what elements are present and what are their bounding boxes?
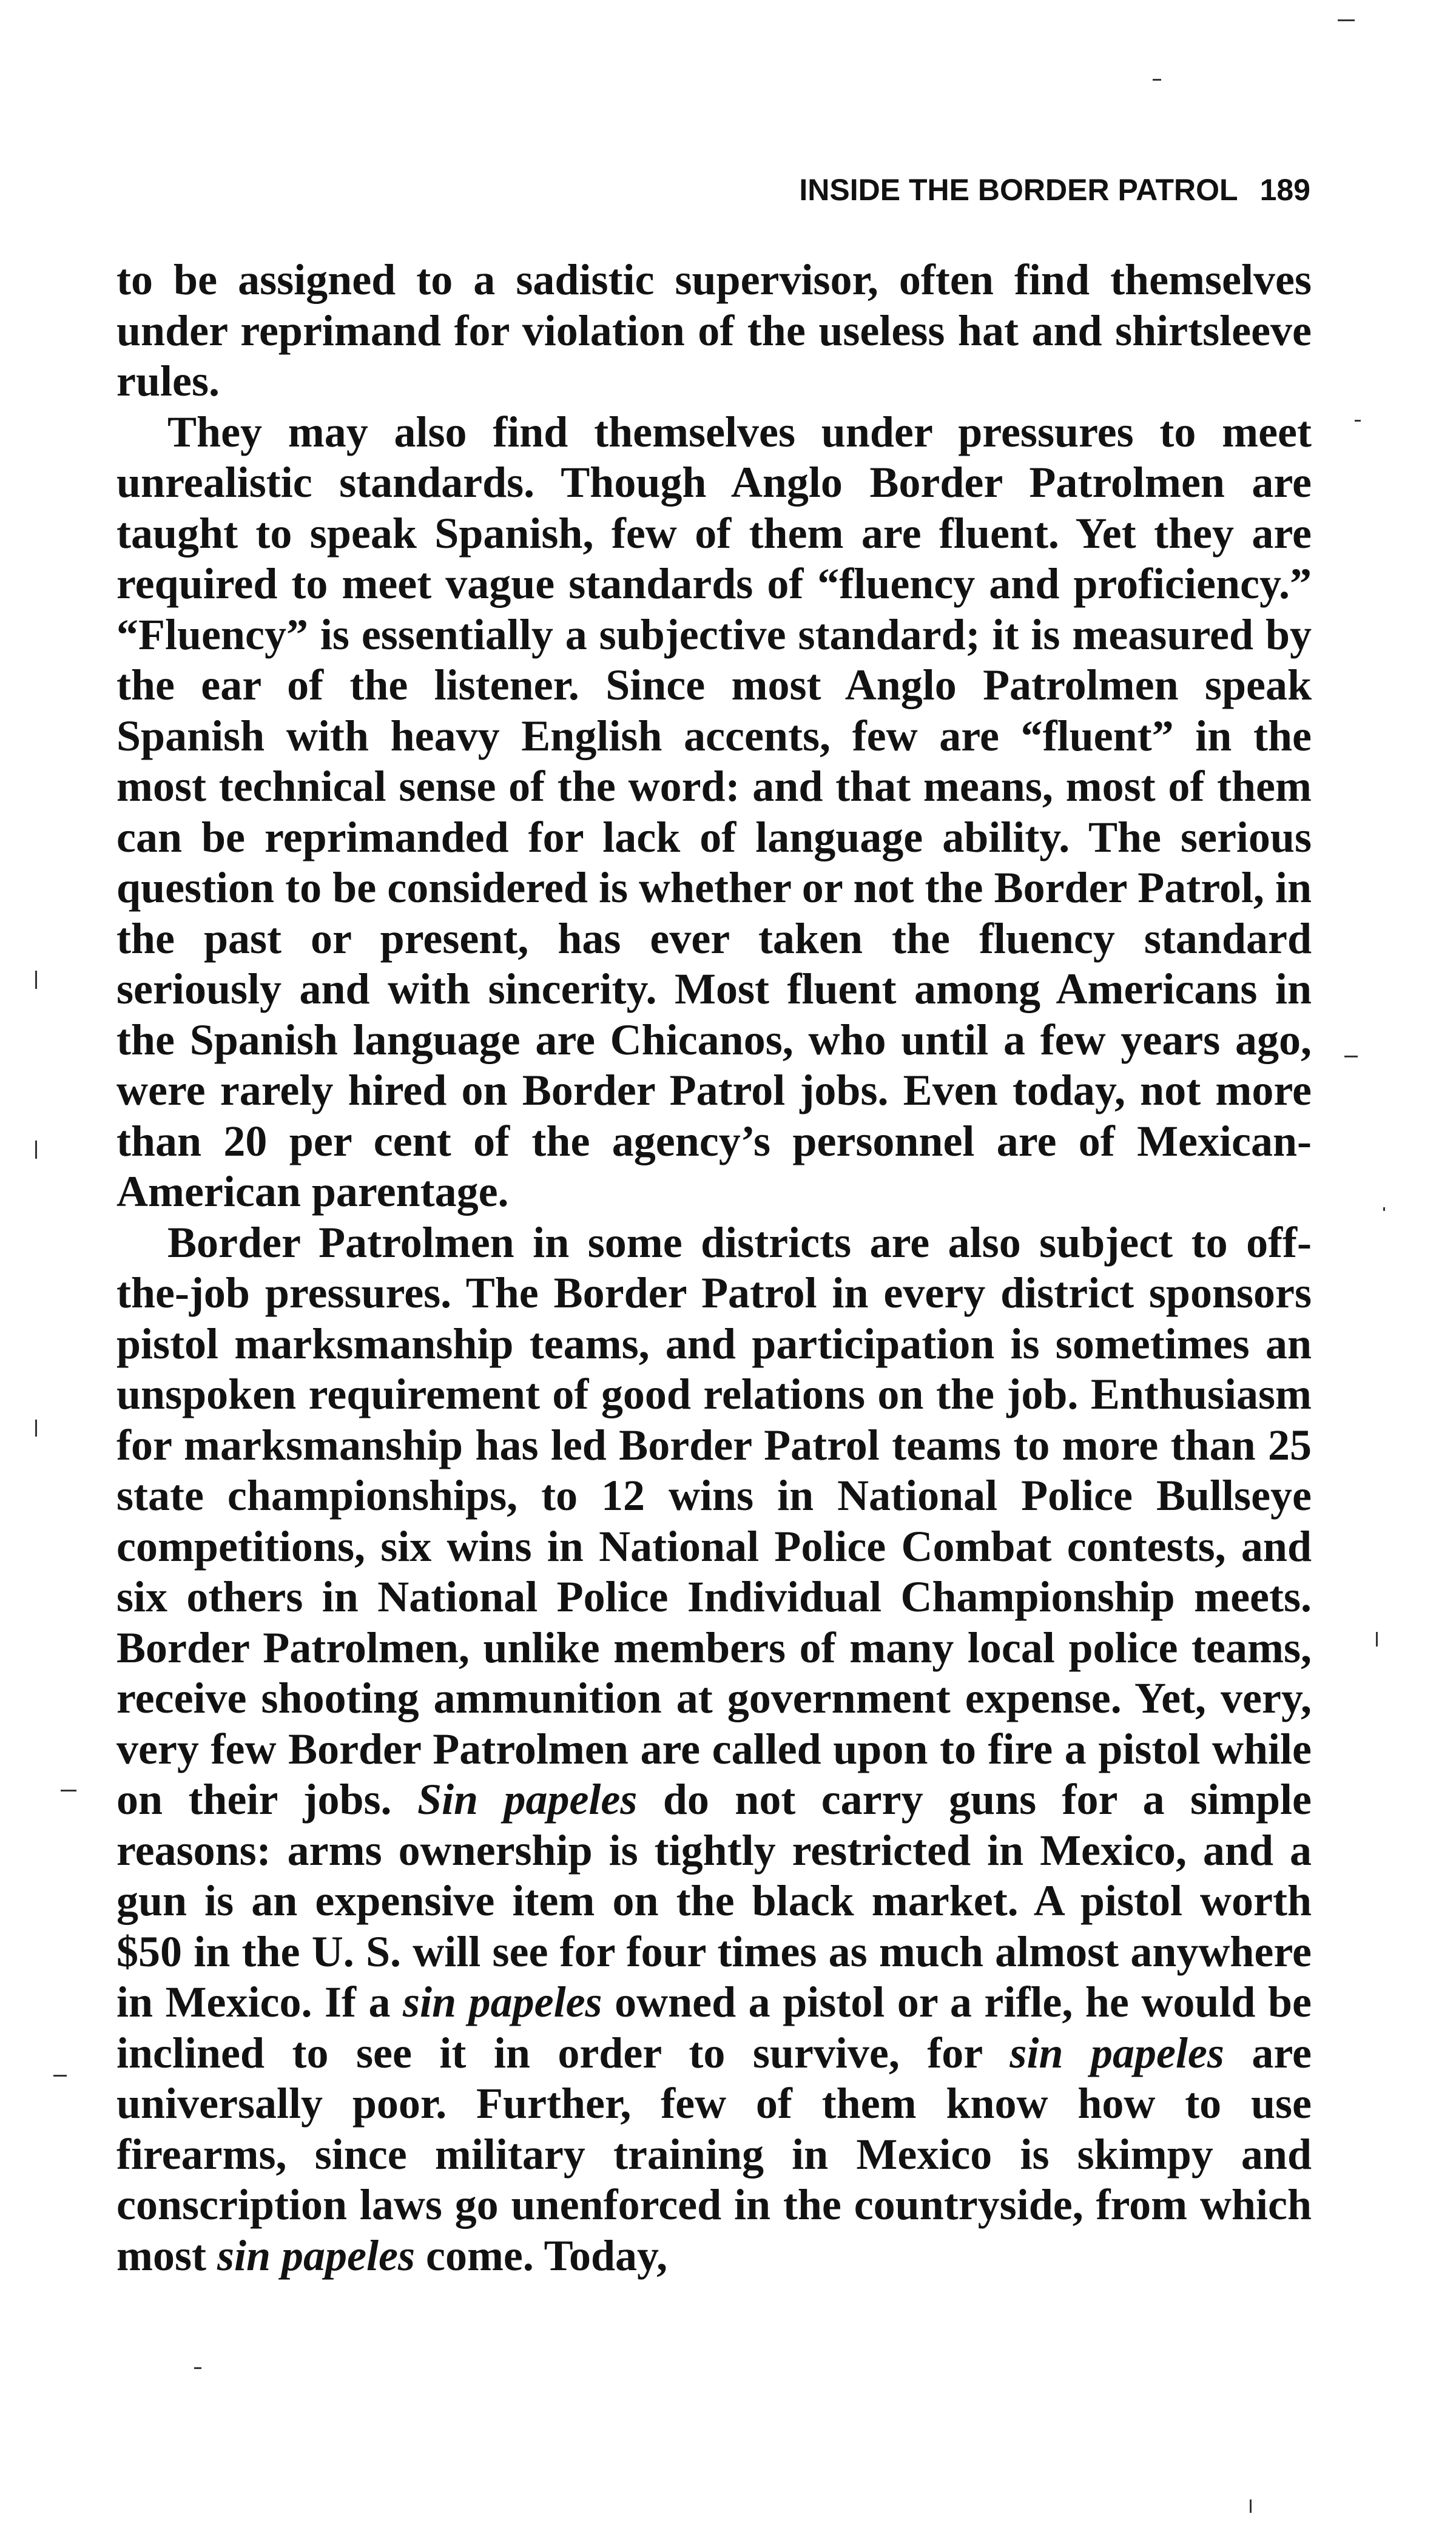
scan-speck [35,1420,37,1437]
body-text [116,255,1312,2281]
paragraph-text: do not carry guns for a simple reasons: arms ownership is tightly restricted in Mexico, and a gun is an expensive item on the black market. A pistol worth $50 in the U. S. will see for four times as much almost anywhere in Mexico. If a [116,1775,1312,2026]
scan-speck [1344,1056,1358,1057]
paragraph-text: Border Patrolmen in some districts are also subject to off-the-job pressures. The Border Patrol in every district sponsors pistol marksmanship teams, and participation is sometimes an unspoken requirement of good relations on the job. Enthusiasm for marksmanship has led Border Patrol teams to more than 25 state championships, to 12 wins in National Police Bullseye competitions, six wins in National Police Combat contests, and six others in National Police Individual Championship meets. Border Patrolmen, unlike members of many local police teams, receive shooting ammunition at government expense. Yet, very, very few Border Patrolmen are called upon to fire a pistol while on their jobs. [116,1218,1312,1824]
paragraph-3 [116,1218,1312,2282]
italic-term: Sin papeles [417,1775,638,1824]
italic-term: sin papeles [403,1978,602,2026]
scan-speck [1383,1207,1385,1211]
scan-speck [1355,420,1361,422]
running-head-title: INSIDE THE BORDER PATROL [799,173,1238,207]
scan-speck [194,2367,201,2369]
paragraph-text: to be assigned to a sadistic supervisor, often find themselves under reprimand for violation of the useless hat and shirtsleeve rules. [116,255,1312,405]
scan-speck [35,971,37,989]
page-number: 189 [1259,173,1310,207]
scan-speck [61,1790,76,1791]
paragraph-text: They may also find themselves under pressures to meet unrealistic standards. Though Anglo Border Patrolmen are taught to speak Spanish, few of them are fluent. Yet they are required to meet vague standards of “fluency and proficiency.” “Fluency” is essentially a subjective standard; it is measured by the ear of the listener. Since most Anglo Patrolmen speak Spanish with heavy English accents, few are “fluent” in the most technical sense of the word: and that means, most of them can be reprimanded for lack of language ability. The serious question to be considered is whether or not the Border Patrol, in the past or present, has ever taken the fluency standard seriously and with sincerity. Most fluent among Americans in the Spanish language are Chicanos, who until a few years ago, were rarely hired on Border Patrol jobs. Even today, not more than 20 per cent of the agency’s personnel are of Mexican-American parentage. [116,407,1312,1216]
paragraph-text: owned a pistol or a rifle, he would be inclined to see it in order to survive, for [116,1978,1312,2077]
paragraph-1 [116,255,1312,407]
scan-speck [1250,2499,1252,2513]
scan-speck [1376,1632,1378,1646]
paragraph-text: come. Today, [415,2231,668,2280]
paragraph-text: are universally poor. Further, few of them know how to use firearms, since military training in Mexico is skimpy and conscription laws go unenforced in the countryside, from which most [116,2028,1312,2280]
paragraph-2 [116,407,1312,1218]
scan-speck [1153,79,1161,81]
scan-speck [53,2075,67,2077]
italic-term: sin papeles [1009,2028,1224,2077]
italic-term: sin papeles [217,2231,415,2280]
scan-speck [1338,19,1355,21]
scan-speck [35,1141,37,1159]
running-head [607,172,1310,207]
